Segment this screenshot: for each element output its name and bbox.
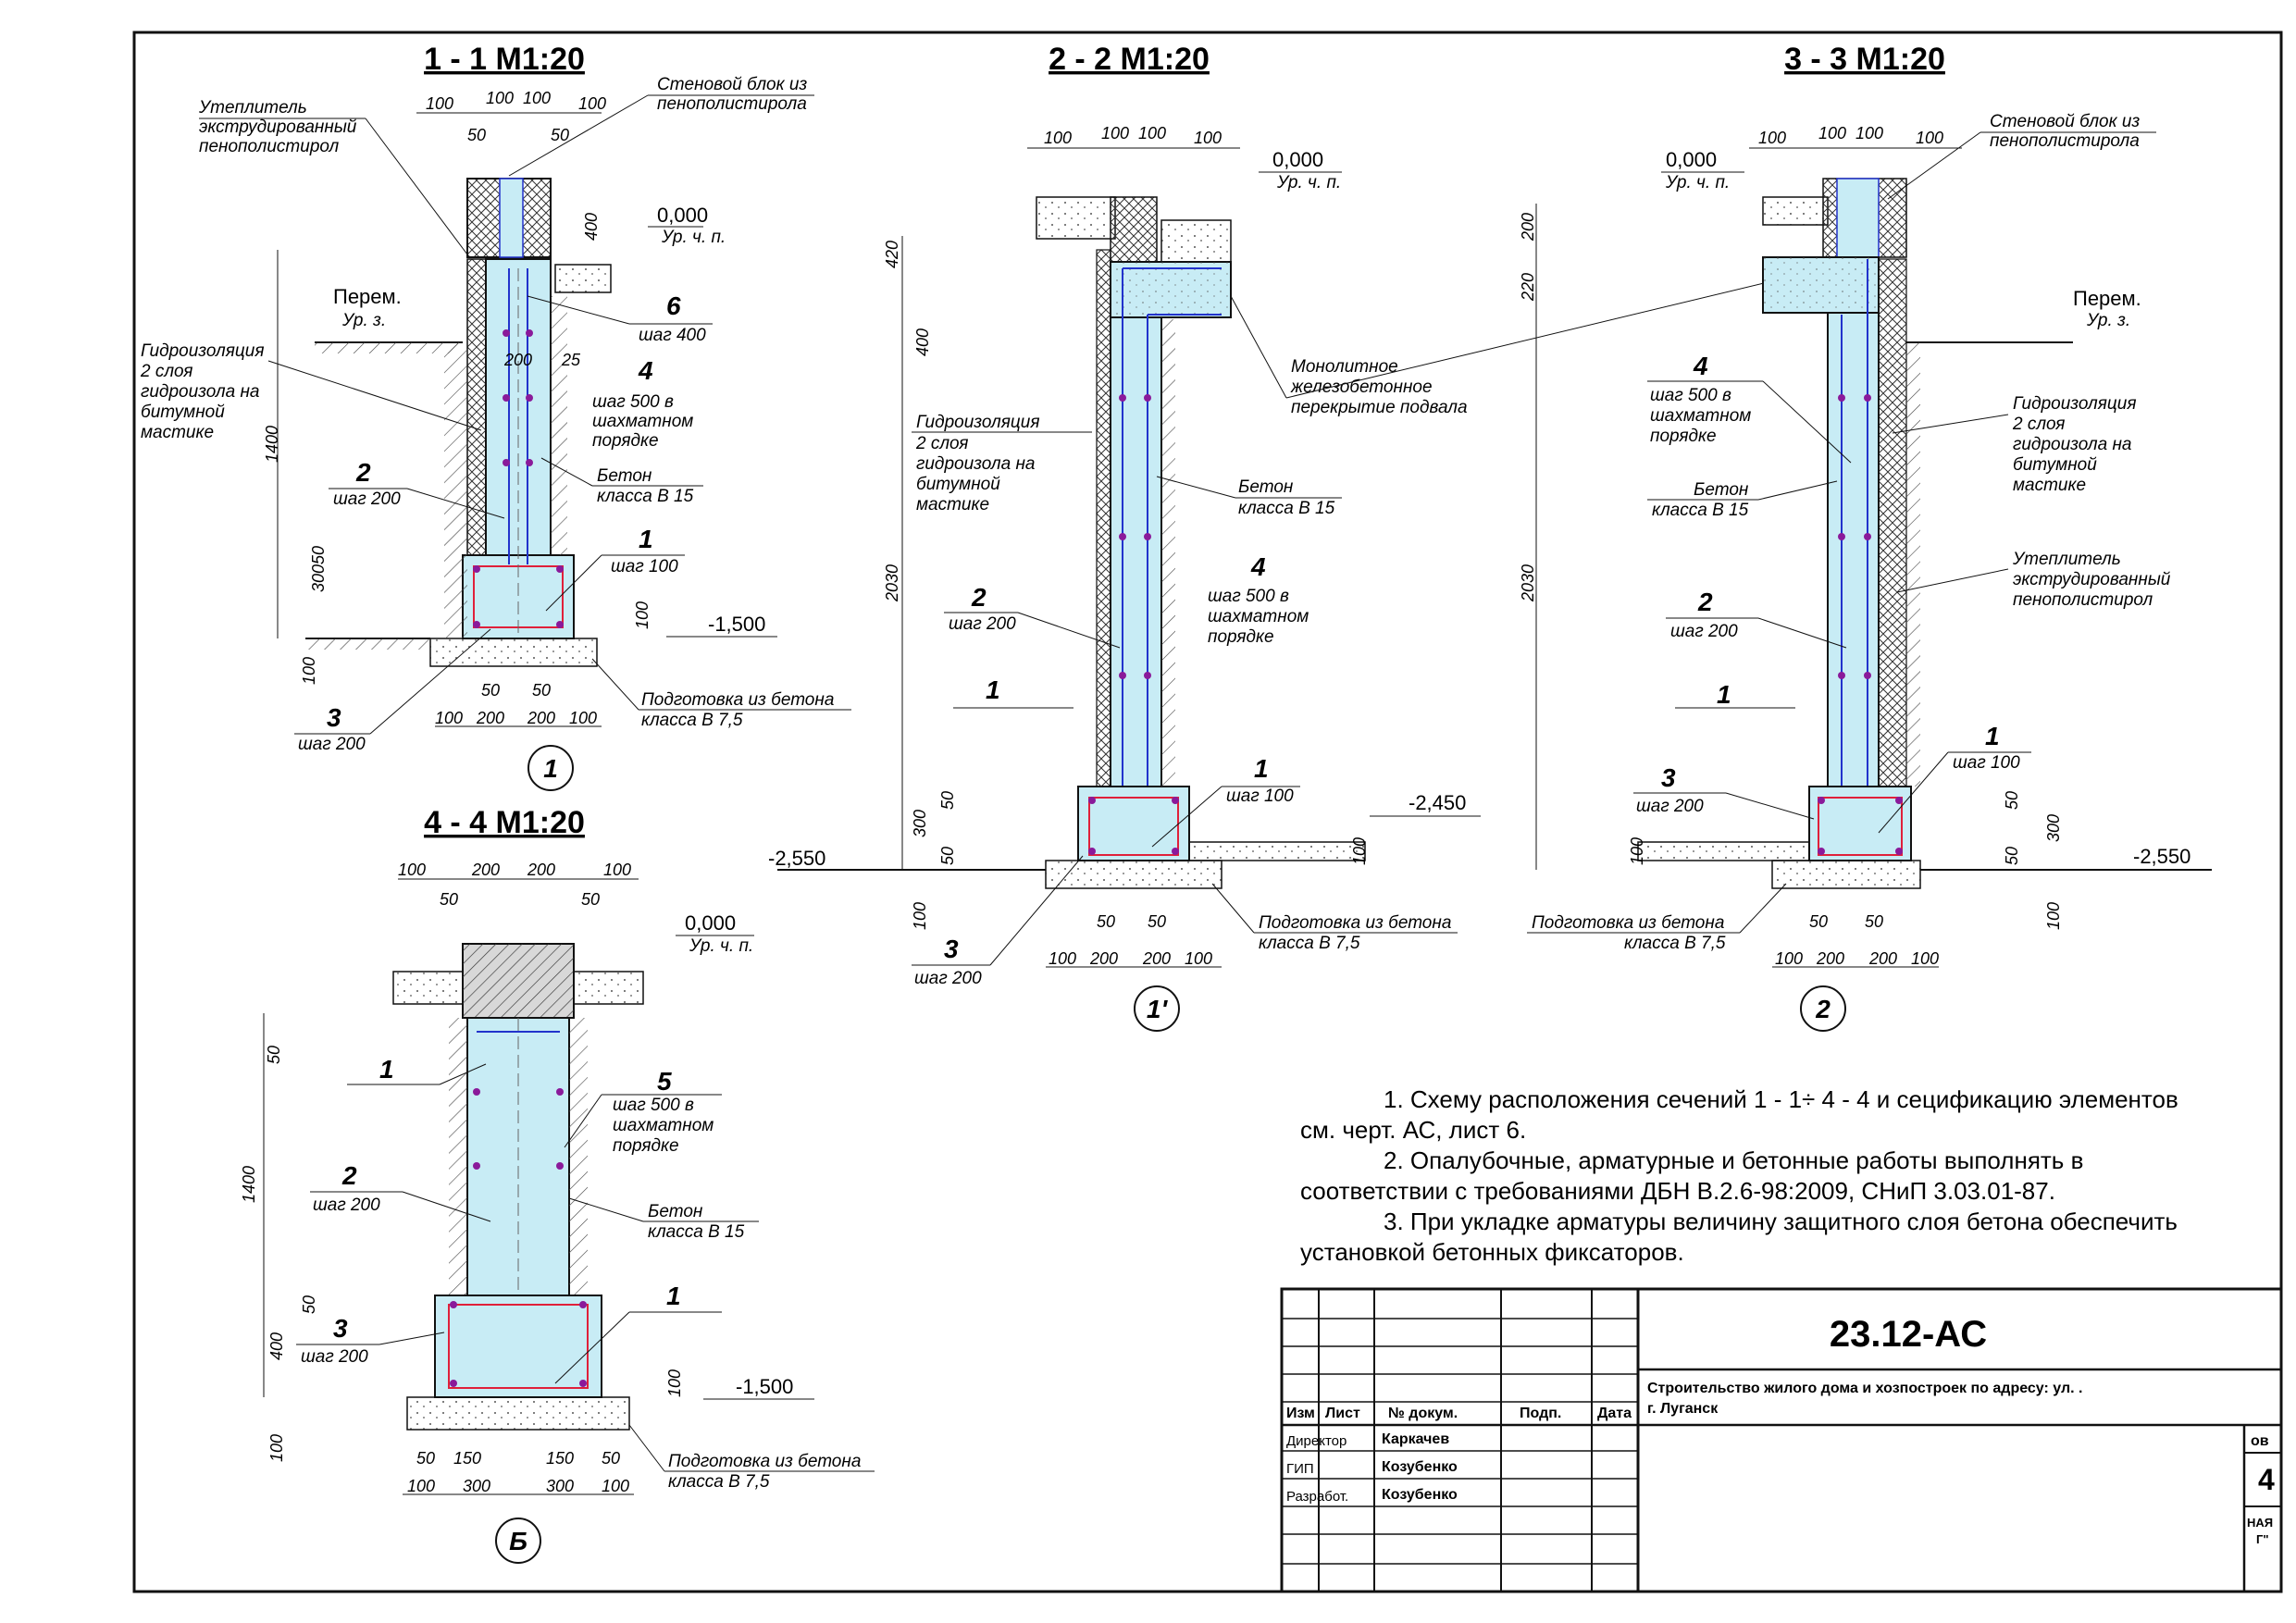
section-2-2 [768,42,1768,1031]
dim-1-1-100b: 100 [633,601,652,629]
tb-clipped-4: Г" [2256,1532,2269,1546]
note-line-1: 1. Схему расположения сечений 1 - 1÷ 4 - 4 и сецификацию элементов [1384,1085,2178,1113]
section-marker-b: Б [509,1527,527,1555]
dim-3-3-top-d: 100 [1916,129,1944,147]
dim-4-4-top-d: 100 [603,861,632,879]
label-prep-4-1: Подготовка из бетона [668,1452,862,1471]
section-title-2-2: 2 - 2 М1:20 [1049,42,1210,77]
dim-1-1-50b: 50 [551,126,570,144]
mark-5: 5 [657,1067,672,1096]
project-title: Строительство жилого дома и хозпостроек по адресу: ул. . [1647,1381,2083,1396]
label-stagger-4c: порядке [613,1136,679,1156]
mark-3b: 3 [944,935,959,963]
dim-2-2-50c: 50 [1097,912,1116,931]
label-wall-block-3-1: Стеновой блок из [1990,112,2141,131]
label-stagger-3c: порядке [1650,427,1717,446]
dim-1-1-bot-a: 100 [435,709,464,727]
level-minus-2550a: -2,550 [768,847,826,870]
label-wall-block-1: Стеновой блок из [657,75,808,94]
mark-4b: 4 [1251,552,1266,581]
label-step-200f: шаг 200 [1636,797,1704,816]
label-concrete-4-1: Бетон [648,1202,703,1221]
dim-3-3-50d: 50 [1865,912,1884,931]
label-prep-1: Подготовка из бетона [641,690,835,710]
label-stagger-4b: шахматном [613,1116,714,1135]
label-stagger-1b: шахматном [592,412,694,431]
level-minus-2450: -2,450 [1409,791,1467,814]
tb-clipped-1: ов [2251,1433,2269,1449]
label-concrete-3-2: класса В 15 [1652,501,1749,520]
mark-2d: 2 [342,1161,357,1190]
label-prep-2-1: Подготовка из бетона [1259,913,1452,933]
label-insulation-3-3: пенополистирол [2013,590,2153,610]
tb-role-gip: ГИП [1286,1461,1314,1477]
mark-2b: 2 [972,583,987,612]
label-waterproof-3: гидроизола на [141,382,260,402]
level-minus-1500b: -1,500 [736,1375,794,1398]
dim-4-4-bot-b: 300 [463,1477,491,1495]
label-stagger-2b: шахматном [1208,607,1309,626]
dim-4-4-100b: 100 [267,1433,286,1462]
dim-4-4-bot-a: 100 [407,1477,436,1495]
label-step-200d: шаг 200 [914,969,982,988]
label-stagger-3a: шаг 500 в [1650,386,1731,405]
dim-1-1-50d: 50 [481,681,501,700]
section-title-4-4: 4 - 4 М1:20 [424,805,585,840]
dim-1-1-100a: 100 [300,656,318,685]
dim-1-1-50c: 50 [309,545,328,564]
dim-4-4-50a: 50 [440,890,459,909]
label-stagger-2a: шаг 500 в [1208,587,1289,606]
label-wall-block-3-2: пенополистирола [1990,131,2140,151]
dim-1-1-bot-c: 200 [527,709,556,727]
dim-1-1-bot-b: 200 [477,709,505,727]
dim-3-3-bot-b: 200 [1817,949,1845,968]
dim-3-3-100b: 100 [2044,901,2063,930]
dim-2-2-50a: 50 [938,790,957,810]
label-insulation-3-2: экструдированный [2013,570,2171,589]
level-zero-4: 0,000 [685,911,737,935]
dim-3-3-50b: 50 [2003,846,2021,865]
tb-name-gip: Козубенко [1382,1459,1458,1475]
dim-2-2-50d: 50 [1148,912,1167,931]
dim-3-3-50a: 50 [2003,790,2021,810]
tb-sheet-number: 4 [2258,1463,2275,1496]
dim-4-4-150a: 150 [453,1449,482,1468]
label-ur-z: Ур. з. [342,311,387,330]
dim-3-3-bot-a: 100 [1775,949,1804,968]
level-zero: 0,000 [657,204,709,227]
mark-4: 4 [639,356,653,385]
tb-header-izm: Изм [1286,1406,1315,1421]
section-title-1-1: 1 - 1 М1:20 [424,42,585,77]
label-waterproof-2: 2 слоя [141,362,193,381]
tb-role-developer: Разработ. [1286,1489,1349,1505]
dim-2-2-100b: 100 [1350,836,1369,865]
section-4-4 [240,805,875,1563]
label-perem-3: Перем. [2073,287,2141,310]
label-prep-2-2: класса В 7,5 [1259,934,1360,953]
mark-6: 6 [666,291,681,320]
tb-header-doc: № докум. [1388,1406,1458,1421]
label-waterproof-3-3: гидроизола на [2013,435,2132,454]
dim-1-1-50a: 50 [467,126,487,144]
tb-header-date: Дата [1597,1406,1632,1421]
label-ur-ch-p-4: Ур. ч. п. [689,936,754,956]
dim-4-4-150b: 150 [546,1449,575,1468]
note-line-2: см. черт. АС, лист 6. [1300,1116,1527,1144]
dim-1-1-50e: 50 [532,681,552,700]
dim-2-2-top-d: 100 [1194,129,1222,147]
dim-3-3-2030: 2030 [1519,564,1537,601]
label-slab-2: железобетонное [1291,378,1433,397]
mark-1d: 1 [1717,680,1731,709]
dim-1-1-400: 400 [582,212,601,241]
label-waterproof-1: Гидроизоляция [141,341,265,361]
label-wall-block-2: пенополистирола [657,94,807,114]
label-step-200c: шаг 200 [949,614,1016,634]
label-ur-ch-p-2: Ур. ч. п. [1277,173,1342,192]
dim-1-1-top-c: 100 [523,89,552,107]
label-waterproof-2-1: Гидроизоляция [916,413,1040,432]
dim-4-4-top-a: 100 [398,861,427,879]
dim-1-1-200: 200 [504,351,533,369]
dim-3-3-bot-d: 100 [1911,949,1940,968]
section-marker-2: 2 [1816,995,1831,1023]
label-ur-ch-p: Ур. ч. п. [662,228,726,247]
drawing-code: 23.12-АС [1829,1314,1988,1355]
label-step-100a: шаг 100 [611,557,678,576]
dim-2-2-top-b: 100 [1101,124,1130,142]
dim-3-3-100a: 100 [1628,836,1646,865]
section-marker-1prime: 1' [1146,995,1168,1023]
label-perem: Перем. [333,285,402,308]
dim-1-1-top-d: 100 [578,94,607,113]
mark-2c: 2 [1698,588,1713,616]
mark-1e: 1 [1985,722,2000,750]
mark-1a: 1 [639,525,653,553]
dim-2-2-bot-c: 200 [1143,949,1172,968]
note-line-5: 3. При укладке арматуры величину защитного слоя бетона обеспечить [1384,1208,2178,1235]
label-waterproof-3-2: 2 слоя [2013,415,2066,434]
dim-3-3-220: 220 [1519,272,1537,301]
dim-4-4-50b: 50 [581,890,601,909]
dim-1-1-300: 300 [309,564,328,592]
dim-4-4-50f: 50 [602,1449,621,1468]
project-city: г. Луганск [1647,1401,1719,1417]
general-notes [1300,1085,2178,1266]
label-ur-z-3: Ур. з. [2087,311,2131,330]
dim-3-3-300: 300 [2044,813,2063,842]
label-concrete-2-2: класса В 15 [1238,499,1335,518]
dim-4-4-100a: 100 [665,1369,684,1397]
dim-4-4-50c: 50 [265,1045,283,1064]
label-step-200a: шаг 200 [333,489,401,509]
level-zero-3: 0,000 [1666,148,1718,171]
dim-3-3-top-a: 100 [1758,129,1787,147]
label-waterproof-3-4: битумной [2013,455,2097,475]
label-step-100c: шаг 100 [1953,753,2020,773]
mark-3c: 3 [1661,763,1676,792]
label-slab-1: Монолитное [1291,357,1398,377]
dim-4-4-top-c: 200 [527,861,556,879]
dim-4-4-bot-d: 100 [602,1477,630,1495]
section-marker-1: 1 [543,754,558,783]
dim-4-4-50d: 50 [300,1295,318,1314]
dim-2-2-400: 400 [913,328,932,356]
label-stagger-3b: шахматном [1650,406,1752,426]
note-line-6: установкой бетонных фиксаторов. [1300,1238,1684,1266]
tb-role-director: Директор [1286,1433,1347,1449]
level-zero-2: 0,000 [1272,148,1324,171]
mark-1f: 1 [379,1055,394,1084]
dim-1-1-top-b: 100 [486,89,515,107]
dim-1-1-top-a: 100 [426,94,454,113]
label-waterproof-3-1: Гидроизоляция [2013,394,2137,414]
label-concrete-1: Бетон [597,466,652,486]
dim-2-2-50b: 50 [938,846,957,865]
label-concrete-2: класса В 15 [597,487,694,506]
dim-2-2-bot-d: 100 [1185,949,1213,968]
label-slab-3: перекрытие подвала [1291,398,1468,417]
dim-3-3-50c: 50 [1809,912,1829,931]
label-concrete-3-1: Бетон [1694,480,1749,500]
label-step-200g: шаг 200 [313,1196,380,1215]
label-insulation-3: пенополистирол [199,137,340,156]
dim-2-2-300: 300 [911,809,929,837]
label-prep-3-1: Подготовка из бетона [1532,913,1725,933]
mark-2a: 2 [356,458,371,487]
label-prep-3-2: класса В 7,5 [1624,934,1726,953]
dim-4-4-400: 400 [267,1332,286,1360]
label-waterproof-5: мастике [141,423,215,442]
label-step-200e: шаг 200 [1670,622,1738,641]
dim-2-2-2030: 2030 [883,564,901,601]
label-step-400: шаг 400 [639,326,706,345]
tb-name-developer: Козубенко [1382,1487,1458,1503]
level-minus-1500a: -1,500 [708,613,766,636]
dim-1-1-25: 25 [562,351,581,369]
label-waterproof-2-4: битумной [916,475,1000,494]
note-line-3: 2. Опалубочные, арматурные и бетонные работы выполнять в [1384,1146,2084,1174]
section-title-3-3: 3 - 3 М1:20 [1784,42,1945,77]
label-stagger-2c: порядке [1208,627,1274,647]
label-waterproof-3-5: мастике [2013,476,2087,495]
label-step-200b: шаг 200 [298,735,366,754]
label-stagger-1a: шаг 500 в [592,392,674,412]
label-step-100b: шаг 100 [1226,787,1294,806]
label-step-200h: шаг 200 [301,1347,368,1367]
label-waterproof-4: битумной [141,403,225,422]
mark-3d: 3 [333,1314,348,1343]
tb-clipped-3: НАЯ [2247,1516,2274,1530]
label-waterproof-2-2: 2 слоя [916,434,969,453]
mark-1g: 1 [666,1282,681,1310]
level-minus-2550b: -2,550 [2133,845,2191,868]
note-line-4: соответствии с требованиями ДБН В.2.6-98:2009, СНиП 3.03.01-87. [1300,1177,2055,1205]
label-concrete-4-2: класса В 15 [648,1222,745,1242]
label-stagger-1c: порядке [592,431,659,451]
tb-header-sign: Подп. [1520,1406,1562,1421]
section-1-1 [140,42,851,790]
label-waterproof-2-3: гидроизола на [916,454,1036,474]
dim-2-2-bot-b: 200 [1090,949,1119,968]
label-insulation-3-1: Утеплитель [2013,550,2121,569]
dim-3-3-200: 200 [1519,212,1537,241]
dim-4-4-top-b: 200 [472,861,501,879]
label-concrete-2-1: Бетон [1238,477,1294,497]
mark-4c: 4 [1694,352,1708,380]
dim-4-4-50e: 50 [416,1449,436,1468]
label-ur-ch-p-3: Ур. ч. п. [1666,173,1731,192]
dim-4-4-bot-c: 300 [546,1477,575,1495]
dim-2-2-100a: 100 [911,901,929,930]
dim-1-1-bot-d: 100 [569,709,598,727]
dim-2-2-bot-a: 100 [1049,949,1077,968]
label-waterproof-2-5: мастике [916,495,990,514]
tb-name-director: Каркачев [1382,1431,1450,1447]
dim-2-2-420: 420 [883,240,901,268]
mark-3a: 3 [327,703,341,732]
label-prep-4-2: класса В 7,5 [668,1472,770,1492]
dim-1-1-1400: 1400 [263,425,281,463]
dim-2-2-top-c: 100 [1138,124,1167,142]
mark-1c: 1 [1254,754,1269,783]
label-stagger-4a: шаг 500 в [613,1096,694,1115]
dim-2-2-top-a: 100 [1044,129,1073,147]
label-insulation-1: Утеплитель [199,98,307,118]
dim-4-4-1400: 1400 [240,1165,258,1203]
tb-header-list: Лист [1325,1406,1360,1421]
mark-1b: 1 [986,675,1000,704]
label-prep-2: класса В 7,5 [641,711,743,730]
dim-3-3-top-b: 100 [1818,124,1847,142]
label-insulation-2: экструдированный [199,118,357,137]
title-block [1282,1289,2281,1592]
dim-3-3-bot-c: 200 [1869,949,1898,968]
dim-3-3-top-c: 100 [1855,124,1884,142]
